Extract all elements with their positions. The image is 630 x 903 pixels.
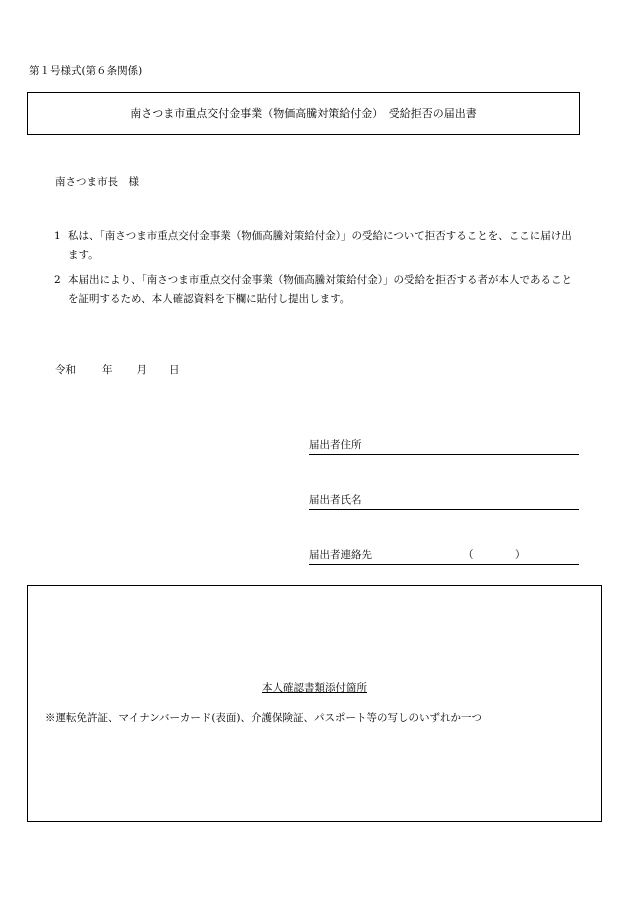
form-number: 第１号様式(第６条関係) [29, 65, 143, 77]
address-field[interactable] [309, 438, 579, 455]
id-document-attachment-box[interactable] [27, 585, 602, 822]
contact-field[interactable] [309, 548, 579, 565]
document-title: 南さつま市重点交付金事業（物価高騰対策給付金） 受給拒否の届出書 [130, 106, 477, 120]
statement-item-2 [54, 271, 582, 309]
addressee: 南さつま市長 様 [55, 176, 139, 188]
name-field[interactable] [309, 493, 579, 510]
item-number: 1 [54, 230, 61, 242]
id-attachment-heading [28, 681, 601, 696]
id-attachment-heading-text: 本人確認書類添付箇所 [262, 682, 367, 694]
address-label: 届出者住所 [309, 439, 362, 451]
contact-paren-open: （ [463, 549, 474, 561]
contact-label: 届出者連絡先 [309, 549, 372, 561]
item-number: 2 [54, 274, 61, 286]
item-text: 私は、「南さつま市重点交付金事業（物価高騰対策給付金）」の受給について拒否することを、ここに届け出ます。 [68, 230, 572, 261]
statement-item-1 [54, 227, 582, 265]
item-text: 本届出により、「南さつま市重点交付金事業（物価高騰対策給付金）」の受給を拒否する者が本人であることを証明するため、本人確認資料を下欄に貼付し提出します。 [68, 274, 572, 305]
date-month: 月 [136, 364, 147, 376]
id-attachment-note: ※運転免許証、マイナンバーカード(表面)、介護保険証、パスポート等の写しのいずれか一つ [45, 712, 483, 724]
date-line [55, 363, 180, 378]
name-label: 届出者氏名 [309, 494, 362, 506]
date-day: 日 [169, 364, 180, 376]
document-title-box [27, 92, 580, 135]
date-year: 年 [102, 364, 113, 376]
contact-paren-close: ） [515, 549, 526, 561]
date-era: 令和 [55, 364, 76, 376]
